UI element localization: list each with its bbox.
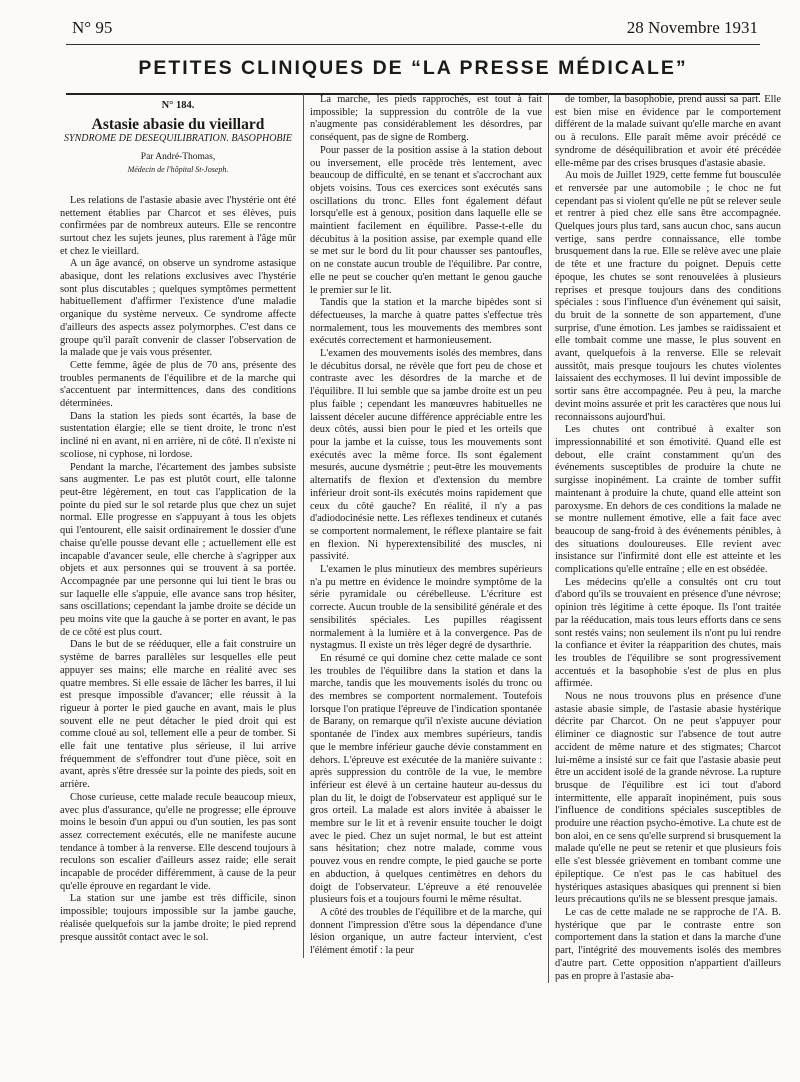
paragraph: Pendant la marche, l'écartement des jambes subsiste sans augmenter. Le pas est plutôt court, elle talonne peut-être légèrement, en tout cas l'application de la pointe du pied sur le sol retarde plus que chez un sujet normal. Elle progresse en s'appuyant à tous les objets qui l'entourent, elle saisit ordinairement le dossier d'une chaise qu'elle pousse devant elle ; actuellement elle est incapable d'avancer seule, elle cherche à s'agripper aux objets et aux personnes qui se trouvent à sa portée. Accompagnée par une personne qui lui tient le bras ou sur laquelle elle s'appuie, elle avance sans trop hésiter, sans oscillations; cependant la jambe droite se décide un peu moins vite que la gauche à se porter en avant, le pas de ce côté est plus court. [60,461,296,638]
column-3 [548,94,781,983]
paragraph: L'examen des mouvements isolés des membres, dans le décubitus dorsal, ne révèle que fort peu de chose et contraste avec les désordres de la marche et de l'équilibre. Il lui semble que sa jambe droite est un peu plus faible ; cependant les manœuvres habituelles ne laissent déceler aucune différence appréciable entre les deux côtés, aussi bien pour le pied et les orteils que pour la jambe et la cuisse, tous les mouvements sont exécutés avec la même force. Ils sont également mesurés, aucune dysmétrie ; peut-être les mouvements alternatifs de flexion et d'extension du membre inférieur droit sont-ils exécutés moins rapidement que ceux du côté gauche? En réalité, il n'y a pas d'adiodocinésie nette. Les réflexes tendineux et cutanés se comportent normalement, le réflexe plantaire se fait en flexion. Ni hyperextensibilité des muscles, ni passivité. [310,348,542,563]
paragraph: Les chutes ont contribué à exalter son impressionnabilité et son émotivité. Quand elle est debout, elle craint constamment qu'un des événements susceptibles de produire la chute ne surgisse inopinément. La crainte de tomber suffit maintenant à produire la chute, quand elle atteint son paroxysme. En dehors de ces conditions la malade ne se montre nullement émotive, elle a fait face avec beaucoup de sang-froid à des événements pénibles, à des situations douloureuses. Elle revient avec insistance sur l'infirmité dont elle est atteinte et les complications qu'elle entraîne ; elle en est obsédée. [555,424,781,576]
section-masthead: PETITES CLINIQUES DE “LA PRESSE MÉDICALE” [138,57,688,79]
column-1-body [60,195,296,944]
paragraph: La station sur une jambe est très difficile, sinon impossible; toujours impossible sur la jambe gauche, réalisée quelquefois sur la jambe droite; le pied reprend presque aussitôt contact avec le sol. [60,893,296,943]
page-header [72,18,758,40]
paragraph: Pour passer de la position assise à la station debout ou inversement, elle procède très lentement, avec beaucoup de difficulté, en se tenant et s'accrochant aux objets voisins. Tous ces exercices sont exécutés sans oscillations du tronc. Elles font également défaut lorsqu'elle est à genoux, position dans laquelle elle se maintient facilement en équilibre. Passe-t-elle du décubitus à la position assise, par exemple quand elle se met sur le bord du lit pour chausser ses pantoufles, on ne constate aucun trouble de l'équilibre. Par contre, elle ne peut se coucher qu'en mettant le genou gauche le premier sur le lit. [310,144,542,296]
article-title: Astasie abasie du vieillard [91,115,265,133]
issue-date: 28 Novembre 1931 [626,18,758,37]
paragraph: Cette femme, âgée de plus de 70 ans, présente des troubles permanents de l'équilibre et de la marche qui s'accentuent par intermittences, dans des conditions déterminées. [60,359,296,410]
column-3-body [555,94,781,983]
paragraph: Les relations de l'astasie abasie avec l'hystérie ont été nettement établies par Charcot et ses élèves, puis confirmées par de nombreux auteurs. Elle se rencontre surtout chez les sujets jeunes, plus rarement à l'âge mûr et chez le vieillard. [60,194,296,257]
paragraph: Dans la station les pieds sont écartés, la base de sustentation élargie; elle se tient droite, le tronc n'est incliné ni en avant, ni en arrière, ni de côté. Il n'existe ni scoliose, ni cyphose, ni lordose. [60,410,296,460]
paragraph: A côté des troubles de l'équilibre et de la marche, qui donnent l'impression d'être sous la dépendance d'une lésion organique, un autre facteur intervient, c'est l'élément émotif : la peur [310,907,542,957]
paragraph: de tomber, la basophobie, prend aussi sa part. Elle est bien mise en évidence par le comportement différent de la malade suivant qu'elle marche en avant ou à reculons. Elle paraît même avoir précédé ce syndrome de déséquilibration et avoir été précédée elle-même par des crises brusques d'astasie abasie. [555,94,781,169]
author-affiliation: Médecin de l'hôpital St-Joseph. [127,165,229,175]
column-2 [303,94,542,958]
article-subtitle: SYNDROME DE DESEQUILIBRATION. BASOPHOBIE [64,133,292,145]
paragraph: En résumé ce qui domine chez cette malade ce sont les troubles de l'équilibre dans la station et dans la marche, tandis que les mouvements isolés du tronc ou des membres se comportent normalement. Toutefois lorsque l'on pratique l'épreuve de l'indication spontanée de Barany, on remarque qu'il n'existe aucune déviation spontanée de l'index aux membres supérieurs, tandis que le membre inférieur gauche dévie constamment en dehors. L'épreuve est exécutée de la manière suivante : après suppression du contrôle de la vue, le membre inférieur est élevé à un certaine hauteur au-dessus du plan du lit, le doigt de l'observateur est appliqué sur le gros orteil. La malade est alors invitée à abaisser le membre sur le lit et à revenir ensuite toucher le doigt avec le pied. Chez un sujet normal, le but est atteint sans hésitation; chez notre malade, comme vous pouvez vous en rendre compte, le pied gauche se porte en abduction, à quelques centimètres en dehors du doigt de l'observateur. L'épreuve a été renouvelée plusieurs fois et a toujours fourni le même résultat. [310,652,542,906]
column-1 [60,96,296,944]
paragraph: Le cas de cette malade ne se rapproche de l'A. B. hystérique que par le contraste entre son comportement dans la station et dans la marche d'une part, l'intégrité des mouvements isolés des membres d'autre part. Cette opposition n'appartient d'ailleurs pas en propre à l'astasie aba- [555,907,781,982]
paragraph: Chose curieuse, cette malade recule beaucoup mieux, avec plus d'assurance, qu'elle ne progresse; elle éprouve moins le besoin d'un appui ou d'un soutien, les pas sont assez correctement exécutés, elle ne manifeste aucune tendance à tomber à la renverse. Elle descend toujours à reculons son escalier d'ailleurs assez raide; elle serait incapable de procéder différemment, à cause de la peur qu'elle éprouve en regardant le vide. [60,791,296,892]
paragraph: Tandis que la station et la marche bipèdes sont si défectueuses, la marche à quatre pattes s'effectue très normalement, tous les mouvements des membres sont exécutés correctement et harmonieusement. [310,297,542,347]
paragraph: Au mois de Juillet 1929, cette femme fut bousculée et renversée par une automobile ; le choc ne fut cependant pas si violent qu'elle ne pût se relever seule et rentrer à pied chez elle sans être accompagnée. Quelques jours plus tard, sans aucun choc, sans aucun vertige, sans perdre connaissance, elle tombe brusquement dans la rue. Elle se relève avec une plaie de tête et une fracture du poignet. Depuis cette époque, les chutes se sont renouvelées à plusieurs reprises et presque toujours dans des conditions spéciales : sous l'influence d'un événement qui saisit, du bruit de la sonnette de son appartement, d'une surprise, d'une émotion. Les jambes se raidissaient et elle tombait comme une masse, le plus souvent en avant, quelquefois à la renverse. Elle se relevait aussitôt, mais presque toujours les chutes violentes laissaient des ecchymoses. Il lui devint impossible de sortir sans être accompagnée. Peu à peu, la marche devint moins assurée et prit les caractères que nous lui reconnaissons aujourd'hui. [555,170,781,423]
header-rule [66,44,760,45]
paragraph: La marche, les pieds rapprochés, est tout à fait impossible; la suppression du contrôle de la vue n'augmente pas considérablement les désordres, par conséquent, pas de signe de Romberg. [310,94,542,144]
paragraph: A un âge avancé, on observe un syndrome astasique abasique, dont les relations exclusives avec l'hystérie sont plus discutables ; quelques symptômes permettent habituellement d'affirmer l'existence d'une maladie organique du système nerveux. Ce syndrome affecte d'ailleurs des aspects assez polymorphes. C'est dans ce groupe qu'il paraît convenir de classer l'observation de la malade que je vais vous présenter. [60,258,296,359]
paragraph: Dans le but de se rééduquer, elle a fait construire un système de barres parallèles sur lesquelles elle peut appuyer ses mains; elle marche en réalité avec ses quatre membres. Si elle essaie de lâcher les barres, il lui est presque impossible d'avancer; elle réussit à la rigueur à porter le pied gauche en avant, mais le plus souvent elle ne peut détacher le pied droit qui est comme cloué au sol, tellement elle a peur de tomber. Si elle fait une tentative plus sérieuse, il lui arrive fréquemment de s'effondrer tout d'une pièce, soit en avant, après s'être dressée sur la pointe des pieds, soit en arrière. [60,639,296,791]
article-author: Par André-Thomas, [140,152,216,163]
article-number: N° 184. [161,100,195,111]
paragraph: L'examen le plus minutieux des membres supérieurs n'a pu mettre en évidence le moindre symptôme de la série pyramidale ou cérébelleuse. L'écriture est correcte. Aucun trouble de la sensibilité générale et des sensibilités spéciales. Les pupilles réagissent normalement à la lumière et à la convergence. Pas de nystagmus. Il existe un très léger degré de dysarthrie. [310,564,542,652]
issue-number: N° 95 [72,18,113,37]
paragraph: Les médecins qu'elle a consultés ont cru tout d'abord qu'ils se trouvaient en présence d'une névrose; opinion très légitime à cette époque. Ils l'ont traitée par la rééducation, mais tous leurs efforts dans ce sens sont restés vains; non seulement ils n'ont pu lui rendre la confiance et éviter la réapparition des chutes, mais les troubles de l'équilibre se sont progressivement accentués et la basophobie s'est de plus en plus affirmée. [555,576,781,690]
paragraph: Nous ne nous trouvons plus en présence d'une astasie abasie simple, de l'astasie abasie hystérique décrite par Charcot. On ne peut s'appuyer pour éliminer ce diagnostic sur l'absence de tout autre accident de même nature et des stigmates; Charcot lui-même a insisté sur ce fait que l'astasie abasie peut être un accident isolé de la grande névrose. La rupture brusque de l'équilibre est ici tout d'abord intermittente, elle apparaît inopinément, puis sous l'influence de conditions spéciales susceptibles de produire une réaction psycho-émotive. La chute est de bon aloi, en ce sens qu'elle surprend si brusquement la malade qu'elle ne peut se retenir et que plusieurs fois elle s'est blessée grièvement en tombant comme une épileptique. Ce n'est pas le cas habituel des hystériques astasiques abasiques qui prennent si bien leurs précautions qu'ils ne se blessent presque jamais. [555,691,781,906]
column-2-body [310,94,542,958]
